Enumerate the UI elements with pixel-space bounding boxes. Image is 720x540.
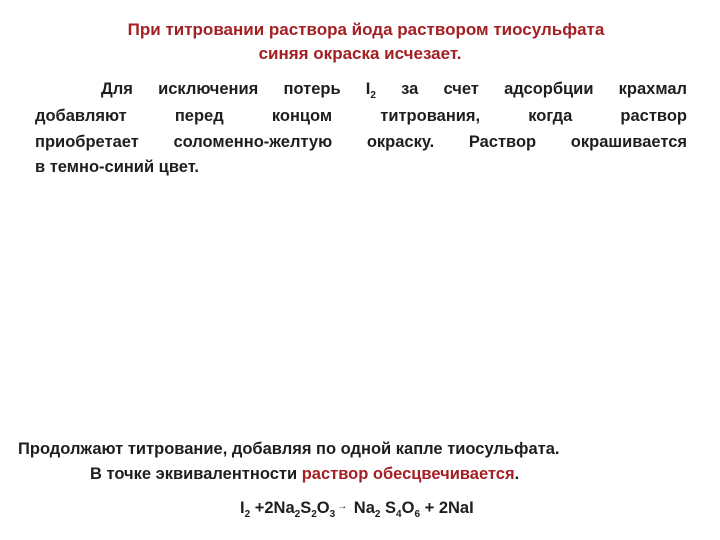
eq-sub-4: 3 <box>329 509 336 520</box>
reaction-equation <box>240 499 474 518</box>
eq-sodium-1: +2Na <box>250 499 295 517</box>
eq-sub-6: 4 <box>396 509 402 520</box>
paragraph-line-4: в темно-синий цвет. <box>35 158 199 176</box>
eq-iodine: I <box>240 499 245 517</box>
paragraph-line-1 <box>35 76 687 103</box>
eq-sulfur-1: S <box>300 499 312 517</box>
eq-sub-2: 2 <box>294 509 301 520</box>
paragraph-line-2: добавляют перед концом титрования, когда раствор <box>35 107 687 125</box>
eq-sub-3: 2 <box>311 509 317 520</box>
eq-sub-1: 2 <box>244 509 251 520</box>
slide-heading <box>0 18 720 66</box>
eq-sub-5: 2 <box>374 509 381 520</box>
decolorization-highlight: раствор обесцвечивается <box>301 465 515 483</box>
paragraph-line-3: приобретает соломенно-желтую окраску. Раствор окрашивается <box>35 133 687 151</box>
heading-line-2: синяя окраска исчезает. <box>258 44 462 63</box>
paragraph-line-1-text-a: Для исключения потерь I <box>101 80 371 98</box>
iodine-subscript: 2 <box>370 90 376 101</box>
heading-line-1: При титровании раствора йода раствором тиосульфата <box>127 20 605 39</box>
eq-sodium-2: Na <box>349 499 375 517</box>
eq-sub-7: 6 <box>414 509 421 520</box>
reaction-arrow-icon: → <box>337 501 348 512</box>
bottom-line-1: Продолжают титрование, добавляя по одной капле тиосульфата. <box>18 440 560 458</box>
paragraph-line-1-text-b: за счет адсорбции крахмал <box>375 80 688 98</box>
eq-sulfur-2: S <box>380 499 397 517</box>
bottom-line-2-suffix: . <box>514 465 520 483</box>
eq-oxygen-1: O <box>316 499 330 517</box>
bottom-line-2-prefix: В точке эквивалентности <box>90 465 302 483</box>
body-paragraph <box>35 76 687 180</box>
eq-sodium-iodide: + 2NaI <box>420 499 474 517</box>
bottom-line-2 <box>90 465 519 484</box>
eq-oxygen-2: O <box>401 499 415 517</box>
